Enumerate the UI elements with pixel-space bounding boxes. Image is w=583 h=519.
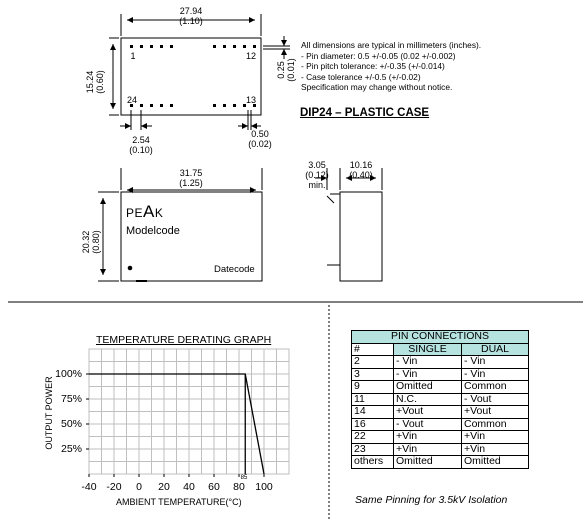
pitch-in: (0.10) bbox=[129, 145, 153, 155]
front-width-label bbox=[166, 168, 216, 188]
note-line: - Pin pitch tolerance: +/-0.35 (+/-0.014) bbox=[301, 61, 445, 72]
case-title: DIP24 – PLASTIC CASE bbox=[300, 107, 430, 119]
x-tick-label: 20 bbox=[158, 481, 170, 493]
dual-cell: +Vout bbox=[462, 406, 529, 419]
single-cell: - Vout bbox=[394, 418, 462, 431]
front-height-mm: 20.32 bbox=[81, 230, 91, 254]
depth-label bbox=[341, 160, 381, 180]
pin-offset-mm: 0.25 bbox=[276, 61, 286, 79]
front-width-in: (1.25) bbox=[179, 178, 203, 188]
pin-number: 3 bbox=[352, 368, 394, 381]
top-height-mm: 15.24 bbox=[85, 70, 95, 94]
table-row bbox=[352, 431, 529, 444]
y-tick-label: 75% bbox=[60, 393, 82, 405]
single-cell: +Vin bbox=[394, 443, 462, 456]
pin-offset-label bbox=[276, 52, 296, 88]
x-tick-label: 0 bbox=[136, 481, 142, 493]
column-header: SINGLE bbox=[394, 343, 462, 356]
note-line: All dimensions are typical in millimeters (inches). bbox=[301, 40, 482, 50]
single-cell: Omitted bbox=[394, 381, 462, 394]
dual-cell: Omitted bbox=[462, 456, 529, 469]
pin-width-label bbox=[243, 129, 277, 149]
dual-cell: +Vin bbox=[462, 443, 529, 456]
y-tick-label: 50% bbox=[60, 418, 82, 430]
pin-width-mm: 0.50 bbox=[251, 129, 269, 139]
pin-number: others bbox=[352, 456, 394, 469]
pin-number: 11 bbox=[352, 393, 394, 406]
brand-text: PE bbox=[126, 206, 144, 220]
top-width-in: (1.10) bbox=[179, 16, 203, 26]
top-view bbox=[109, 14, 290, 130]
model-code: Modelcode bbox=[126, 225, 180, 237]
pin-13-label: 13 bbox=[245, 95, 256, 105]
brand-text: K bbox=[154, 206, 164, 220]
note-line: Specification may change without notice. bbox=[301, 82, 453, 93]
dual-cell: +Vin bbox=[462, 431, 529, 444]
dimension-notes bbox=[301, 40, 481, 93]
y-tick-label: 25% bbox=[60, 443, 82, 455]
pitch-label bbox=[124, 135, 158, 155]
date-code: Datecode bbox=[214, 264, 255, 275]
top-view-outline bbox=[121, 38, 261, 115]
top-height-label bbox=[85, 57, 105, 107]
single-cell: Omitted bbox=[394, 456, 462, 469]
front-width-mm: 31.75 bbox=[179, 168, 203, 178]
x-tick-label: -40 bbox=[81, 481, 97, 493]
single-cell: - Vin bbox=[394, 356, 462, 369]
x-tick-label: 100 bbox=[255, 481, 273, 493]
dual-cell: - Vin bbox=[462, 368, 529, 381]
pitch-mm: 2.54 bbox=[132, 135, 150, 145]
pin-length-min: min. bbox=[308, 180, 326, 190]
single-cell: +Vout bbox=[394, 406, 462, 419]
pin-1-label: 1 bbox=[130, 51, 136, 61]
table-row bbox=[352, 418, 529, 431]
dual-cell: Common bbox=[462, 418, 529, 431]
x-tick-label: -20 bbox=[106, 481, 122, 493]
y-tick-label: 100% bbox=[55, 368, 82, 380]
single-cell: - Vin bbox=[394, 368, 462, 381]
pin-connections-table bbox=[351, 330, 529, 469]
depth-in: (0.40) bbox=[349, 170, 373, 180]
side-view-outline bbox=[340, 192, 382, 281]
graph-title: TEMPERATURE DERATING GRAPH bbox=[96, 334, 272, 346]
table-row bbox=[352, 368, 529, 381]
graph-grid bbox=[89, 349, 289, 474]
pin-offset-in: (0.01) bbox=[286, 58, 296, 82]
table-header-row bbox=[352, 343, 529, 356]
graph-y-axis-label: OUTPUT POWER bbox=[44, 376, 54, 450]
pin-12-label: 12 bbox=[245, 51, 256, 61]
dual-cell: - Vout bbox=[462, 393, 529, 406]
pin-width-in: (0.02) bbox=[248, 139, 272, 149]
graph-x-axis-label: AMBIENT TEMPERATURE(°C) bbox=[116, 497, 242, 507]
pin-length-mm: 3.05 bbox=[308, 160, 326, 170]
pinning-footnote: Same Pinning for 3.5kV Isolation bbox=[355, 494, 508, 506]
single-cell: +Vin bbox=[394, 431, 462, 444]
marker-85-label: 85 bbox=[240, 475, 248, 481]
brand-logo bbox=[126, 202, 163, 222]
table-row bbox=[352, 393, 529, 406]
note-line: - Pin diameter: 0.5 +/-0.05 (0.02 +/-0.002) bbox=[301, 50, 456, 61]
pin-number: 22 bbox=[352, 431, 394, 444]
pin-number: 14 bbox=[352, 406, 394, 419]
top-width-label bbox=[166, 6, 216, 26]
table-row bbox=[352, 456, 529, 469]
table-title: PIN CONNECTIONS bbox=[352, 331, 529, 344]
pin-24-label: 24 bbox=[126, 95, 137, 105]
table-row bbox=[352, 406, 529, 419]
pin-holes bbox=[130, 45, 256, 107]
table-row bbox=[352, 443, 529, 456]
depth-mm: 10.16 bbox=[349, 160, 373, 170]
pin-length-label bbox=[297, 160, 337, 190]
pin-length-in: (0.12) bbox=[305, 170, 329, 180]
x-tick-label: 80 bbox=[233, 481, 245, 493]
single-cell: N.C. bbox=[394, 393, 462, 406]
top-height-in: (0.60) bbox=[95, 70, 105, 94]
column-header: # bbox=[352, 343, 394, 356]
pin-number: 23 bbox=[352, 443, 394, 456]
front-height-label bbox=[81, 217, 101, 267]
table-row bbox=[352, 356, 529, 369]
table-row bbox=[352, 381, 529, 394]
top-width-mm: 27.94 bbox=[179, 6, 203, 16]
pin-number: 9 bbox=[352, 381, 394, 394]
pin1-dot bbox=[128, 266, 133, 271]
brand-text: A bbox=[143, 202, 155, 221]
note-line: - Case tolerance +/-0.5 (+/-0.02) bbox=[301, 71, 421, 82]
x-tick-label: 40 bbox=[183, 481, 195, 493]
column-header: DUAL bbox=[462, 343, 529, 356]
pin-number: 16 bbox=[352, 418, 394, 431]
front-height-in: (0.80) bbox=[91, 230, 101, 254]
x-tick-label: 60 bbox=[208, 481, 220, 493]
dual-cell: - Vin bbox=[462, 356, 529, 369]
pin-number: 2 bbox=[352, 356, 394, 369]
table-title-row bbox=[352, 331, 529, 344]
dual-cell: Common bbox=[462, 381, 529, 394]
